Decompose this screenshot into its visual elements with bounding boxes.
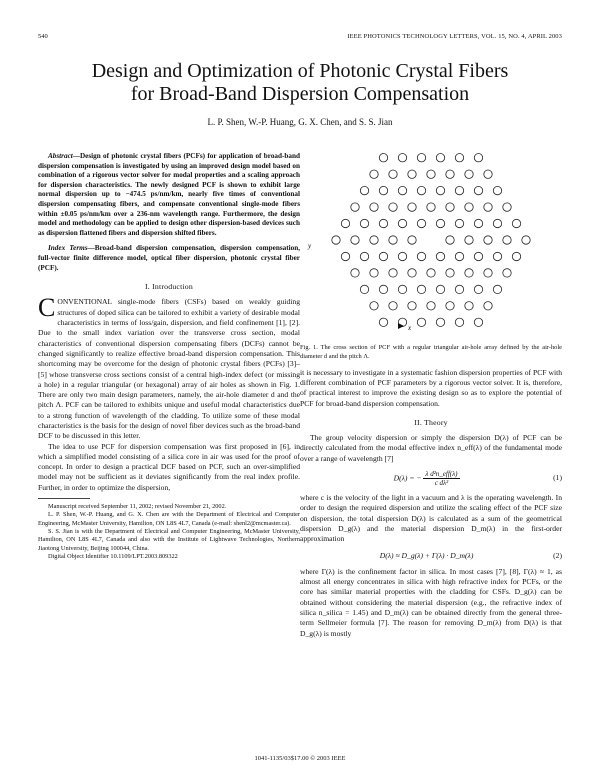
air-hole (455, 154, 463, 162)
footnote-authors-1: L. P. Shen, W.-P. Huang, and G. X. Chen are with the Department of Electrical and Computer Engineering, McMaster University, Hamilton, ON L8S 4L7, Canada (e-mail: shenl2@mcmaster.ca). (38, 511, 300, 527)
equation-1-number: (1) (553, 473, 562, 483)
air-hole (465, 170, 473, 178)
air-hole (493, 285, 501, 293)
air-hole (398, 285, 406, 293)
air-hole (417, 154, 425, 162)
air-hole (455, 285, 463, 293)
air-hole (370, 269, 378, 277)
air-hole (389, 236, 397, 244)
air-hole (474, 154, 482, 162)
air-hole (379, 318, 387, 326)
air-hole (427, 269, 435, 277)
air-hole (370, 203, 378, 211)
air-hole (503, 203, 511, 211)
equation-1-body (300, 470, 553, 487)
section-2-title: II. Theory (414, 417, 448, 427)
equation-1-lhs: D(λ) = − (393, 473, 422, 483)
air-hole (408, 302, 416, 310)
air-hole (351, 236, 359, 244)
index-terms-label: Index Terms— (48, 244, 95, 253)
air-hole (465, 236, 473, 244)
air-hole (360, 252, 368, 260)
air-hole (427, 302, 435, 310)
air-hole (408, 170, 416, 178)
air-hole (474, 186, 482, 194)
equation-1-fraction (423, 470, 459, 487)
equation-1-denominator: c dλ² (434, 479, 449, 488)
footnote-doi: Digital Object Identifier 10.1109/LPT.2003.809322 (48, 552, 178, 560)
air-hole (455, 219, 463, 227)
air-hole (455, 186, 463, 194)
air-hole (474, 285, 482, 293)
section-1-title: I. Introduction (144, 282, 194, 292)
air-hole (436, 186, 444, 194)
air-hole (379, 252, 387, 260)
air-hole (493, 219, 501, 227)
authors: L. P. Shen, W.-P. Huang, G. X. Chen, and S. S. Jian (207, 117, 393, 127)
footnote-rule (38, 498, 90, 499)
right-column (300, 152, 562, 639)
air-hole (427, 203, 435, 211)
figure-1-caption: Fig. 1. The cross section of PCF with a regular triangular air-hole array defined by the air-hole diameter d and the pitch Λ. (300, 344, 562, 360)
left-column (38, 152, 300, 561)
air-hole (389, 269, 397, 277)
air-hole (398, 219, 406, 227)
air-hole (341, 252, 349, 260)
air-hole (522, 236, 530, 244)
air-hole (398, 154, 406, 162)
air-hole (417, 252, 425, 260)
theory-paragraph-3: where Γ(λ) is the confinement factor in silica. In most cases [7], [8], Γ(λ) ≈ 1, as almost all energy concentrates in silica with high refractive index for PCFs, or the core has similar material properties with the cladding for CSFs. D_g(λ) can be obtained without considering the material dispersion (e.g., the refractive index of silica n_silica = 1.45) and D_m(λ) can be obtained directly from the general three-term Sellmeier formula [7]. The reason for removing D_m(λ) from D(λ) is that D_g(λ) is mostly (300, 566, 562, 638)
air-hole (389, 302, 397, 310)
theory-paragraph-1: The group velocity dispersion or simply the dispersion D(λ) of PCF can be directly calculated from the modal effective index n_eff(λ) of the fundamental mode over a range of wavelength [7] (300, 433, 562, 463)
figure-x-axis-label: x (408, 324, 412, 332)
air-hole (436, 219, 444, 227)
figure-1-pcf-cross-section (300, 152, 562, 337)
air-hole (398, 186, 406, 194)
air-hole (436, 285, 444, 293)
air-hole (370, 236, 378, 244)
abstract-label: Abstract— (48, 152, 80, 160)
air-hole (351, 269, 359, 277)
air-hole (408, 236, 416, 244)
air-hole (360, 186, 368, 194)
air-hole (484, 269, 492, 277)
title-line-2: for Broad-Band Dispersion Compensation (130, 83, 470, 105)
equation-1-numerator: λ d²n_eff(λ) (425, 470, 458, 479)
air-hole (446, 236, 454, 244)
equation-2-body: D(λ) ≈ D_g(λ) + Γ(λ) · D_m(λ) (379, 550, 474, 560)
air-hole (332, 236, 340, 244)
paper-title (0, 60, 600, 106)
air-hole (370, 170, 378, 178)
air-hole (474, 252, 482, 260)
air-hole (512, 219, 520, 227)
air-hole (455, 318, 463, 326)
air-hole (493, 252, 501, 260)
equation-2-number: (2) (553, 550, 562, 560)
air-hole (379, 285, 387, 293)
air-hole (389, 203, 397, 211)
air-hole (398, 252, 406, 260)
air-hole (389, 170, 397, 178)
footnote-manuscript: Manuscript received September 11, 2002; revised November 21, 2002. (48, 503, 227, 511)
air-hole (417, 285, 425, 293)
air-hole (417, 186, 425, 194)
air-hole (484, 203, 492, 211)
air-hole (503, 236, 511, 244)
air-hole (417, 318, 425, 326)
air-hole (493, 186, 501, 194)
air-hole (436, 318, 444, 326)
air-hole (503, 269, 511, 277)
air-hole (370, 302, 378, 310)
air-hole (446, 269, 454, 277)
air-hole (408, 203, 416, 211)
abstract-text: Design of photonic crystal fibers (PCFs) for application of broad-band dispersion compensation is investigated by using an improved design model based on combination of a rigorous vector solver for modal properties and a scaling approach for dispersion characteristics. The newly designed PCF is shown to exhibit large normal dispersion up to −474.5 ps/nm/km, nearly five times of conventional dispersion compensating fibers, and compensate conventional single-mode fibers within ±0.05 ps/nm/km over a 236-nm wavelength range. Furthermore, the design model and methodology can be applied to design other dispersion-based devices such as dispersion flattened fibers and dispersion shifted fibers. (38, 152, 300, 237)
equation-2 (300, 551, 562, 561)
air-hole (446, 302, 454, 310)
right-paragraph-1: it is necessary to investigate in a systematic fashion dispersion properties of PCF with different combination of PCF parameters by a rigorous vector solver. It is, therefore, of practical interest to improve the existing design so as to explore the potential of PCF for broad-band dispersion compensation. (300, 367, 562, 408)
air-hole (484, 170, 492, 178)
air-hole (379, 219, 387, 227)
air-hole (360, 285, 368, 293)
air-hole (408, 269, 416, 277)
air-hole (379, 186, 387, 194)
air-hole (455, 252, 463, 260)
copyright-footer: 1041-1135/03$17.00 © 2003 IEEE (254, 755, 346, 762)
air-hole (436, 154, 444, 162)
air-hole (417, 219, 425, 227)
intro-paragraph-2: The idea to use PCF for dispersion compensation was first proposed in [6], in which a simplified model consisting of a silica core in air was used for the proof of concept. In order to design a practical DCF based on PCF, such an over-simplified model may not be sufficient as it deviates significantly from the real index profile. Further, in order to optimize the dispersion, (38, 441, 300, 492)
drop-cap: C (38, 293, 56, 323)
air-hole (351, 203, 359, 211)
intro-paragraph-1 (38, 293, 300, 441)
intro-paragraph-1-text: ONVENTIONAL single-mode fibers (CSFs) based on weakly guiding structures of doped silica can be tailored to exhibit a variety of desirable modal characteristics in terms of loss/gain, dispersion, and field confinement [1], [2]. Due to the small index variation over the transverse cross section, modal characteristics of conventional dispersion compensating fibers (DCFs) cannot be changed significantly to realize effective broad-band dispersion compensation. This shortcoming may be overcome for the design of photonic crystal fibers (PCFs) [3]–[5] whose transverse cross sections consist of a central high-index defect (or missing a hole) in a regular triangular (or hexagonal) array of air holes as shown in Fig. 1. There are only two main design parameters, namely, the air-hole diameter d and the pitch Λ. PCF can be tailored to exhibits unique and useful modal characteristics due to a strong function of wavelength of the cladding. To utilize some of these modal characteristics is the basis for the design of novel fiber devices such as the broad-band DCF to be discussed in this letter. (38, 297, 300, 441)
air-hole (446, 170, 454, 178)
air-hole (484, 302, 492, 310)
air-hole (379, 154, 387, 162)
air-hole-array (332, 154, 530, 327)
air-hole (360, 219, 368, 227)
air-hole (474, 219, 482, 227)
journal-header: IEEE PHOTONICS TECHNOLOGY LETTERS, VOL. 15, NO. 4, APRIL 2003 (347, 33, 562, 40)
figure-y-axis-label: y (308, 242, 312, 250)
air-hole (427, 170, 435, 178)
abstract (38, 152, 300, 238)
page-number: 540 (38, 33, 48, 40)
air-hole (484, 236, 492, 244)
title-line-1: Design and Optimization of Photonic Crystal Fibers (91, 60, 509, 82)
air-hole (465, 302, 473, 310)
air-hole (512, 252, 520, 260)
equation-1 (300, 470, 562, 487)
air-hole (465, 269, 473, 277)
index-terms-text: Broad-band dispersion compensation, dispersion compensation, full-vector finite difference model, optical fiber dispersion, photonic crystal fiber (PCF). (38, 244, 300, 272)
air-hole (436, 252, 444, 260)
footnote-authors-2: S. S. Jian is with the Department of Electrical and Computer Engineering, McMaster University, Hamilton, ON L8S 4L7, Canada and also with the Institute of Lightwave Technologies, Northern Jiaotong University, Beijing 100044, China. (38, 527, 300, 552)
air-hole (341, 219, 349, 227)
air-hole (446, 203, 454, 211)
air-hole (465, 203, 473, 211)
index-terms (38, 244, 300, 273)
theory-paragraph-2: where c is the velocity of the light in a vacuum and λ is the operating wavelength. In order to design the required dispersion and utilize the scaling effect of the PCF size on dispersion, the total dispersion D(λ) is calculated as a sum of the geometrical dispersion D_g(λ) and the material dispersion D_m(λ) in the first-order approximation (300, 493, 562, 544)
air-hole (474, 318, 482, 326)
x-axis-arrow (398, 323, 404, 329)
